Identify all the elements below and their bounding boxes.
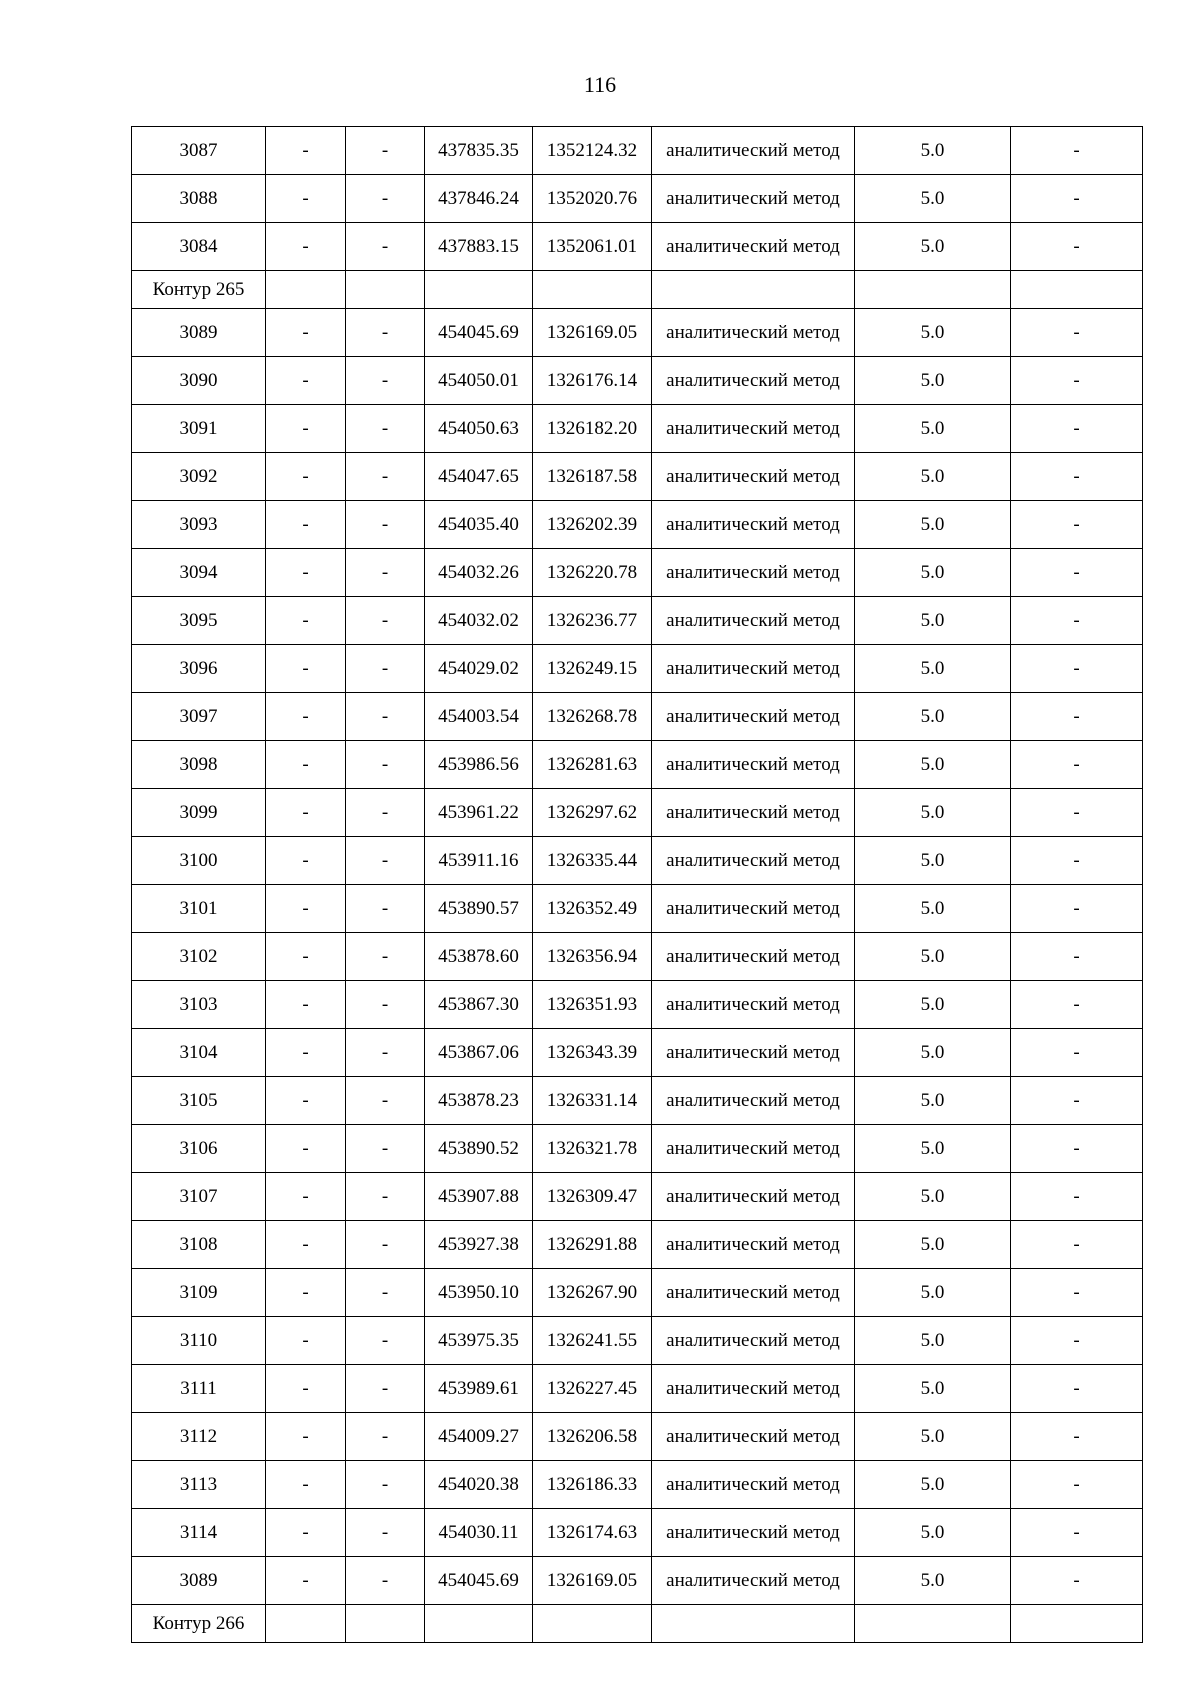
point-id-cell: 3101 (132, 885, 266, 933)
point-id-cell: 3091 (132, 405, 266, 453)
dash-cell: - (266, 1509, 346, 1557)
note-cell: - (1011, 837, 1143, 885)
accuracy-cell: 5.0 (855, 309, 1011, 357)
point-id-cell: 3105 (132, 1077, 266, 1125)
dash-cell: - (346, 1509, 425, 1557)
dash-cell: - (346, 789, 425, 837)
y-coordinate-cell: 1326174.63 (533, 1509, 652, 1557)
empty-cell (1011, 271, 1143, 309)
empty-cell (266, 271, 346, 309)
method-cell: аналитический метод (652, 1173, 855, 1221)
point-id-cell: 3088 (132, 175, 266, 223)
note-cell: - (1011, 1509, 1143, 1557)
y-coordinate-cell: 1326267.90 (533, 1269, 652, 1317)
y-coordinate-cell: 1326356.94 (533, 933, 652, 981)
empty-cell (266, 1605, 346, 1643)
accuracy-cell: 5.0 (855, 1077, 1011, 1125)
dash-cell: - (266, 1221, 346, 1269)
y-coordinate-cell: 1326236.77 (533, 597, 652, 645)
note-cell: - (1011, 309, 1143, 357)
dash-cell: - (266, 1029, 346, 1077)
dash-cell: - (346, 1125, 425, 1173)
x-coordinate-cell: 453950.10 (425, 1269, 533, 1317)
y-coordinate-cell: 1326343.39 (533, 1029, 652, 1077)
dash-cell: - (266, 1077, 346, 1125)
y-coordinate-cell: 1352061.01 (533, 223, 652, 271)
note-cell: - (1011, 1269, 1143, 1317)
accuracy-cell: 5.0 (855, 175, 1011, 223)
table-row (132, 597, 1143, 645)
accuracy-cell: 5.0 (855, 549, 1011, 597)
x-coordinate-cell: 453890.52 (425, 1125, 533, 1173)
dash-cell: - (266, 453, 346, 501)
accuracy-cell: 5.0 (855, 1173, 1011, 1221)
x-coordinate-cell: 437846.24 (425, 175, 533, 223)
point-id-cell: 3102 (132, 933, 266, 981)
point-id-cell: 3087 (132, 127, 266, 175)
dash-cell: - (266, 501, 346, 549)
table-row (132, 789, 1143, 837)
contour-row (132, 271, 1143, 309)
dash-cell: - (346, 127, 425, 175)
x-coordinate-cell: 454045.69 (425, 309, 533, 357)
accuracy-cell: 5.0 (855, 1557, 1011, 1605)
note-cell: - (1011, 357, 1143, 405)
point-id-cell: 3108 (132, 1221, 266, 1269)
point-id-cell: 3094 (132, 549, 266, 597)
point-id-cell: 3089 (132, 1557, 266, 1605)
table-row (132, 549, 1143, 597)
table-row (132, 1509, 1143, 1557)
method-cell: аналитический метод (652, 1077, 855, 1125)
y-coordinate-cell: 1326309.47 (533, 1173, 652, 1221)
point-id-cell: 3110 (132, 1317, 266, 1365)
point-id-cell: 3104 (132, 1029, 266, 1077)
dash-cell: - (266, 127, 346, 175)
method-cell: аналитический метод (652, 223, 855, 271)
note-cell: - (1011, 175, 1143, 223)
dash-cell: - (346, 597, 425, 645)
table-row (132, 127, 1143, 175)
method-cell: аналитический метод (652, 597, 855, 645)
method-cell: аналитический метод (652, 1269, 855, 1317)
method-cell: аналитический метод (652, 405, 855, 453)
accuracy-cell: 5.0 (855, 1221, 1011, 1269)
dash-cell: - (266, 789, 346, 837)
table-row (132, 223, 1143, 271)
dash-cell: - (266, 175, 346, 223)
x-coordinate-cell: 454035.40 (425, 501, 533, 549)
dash-cell: - (346, 693, 425, 741)
note-cell: - (1011, 981, 1143, 1029)
y-coordinate-cell: 1326351.93 (533, 981, 652, 1029)
y-coordinate-cell: 1326182.20 (533, 405, 652, 453)
accuracy-cell: 5.0 (855, 1509, 1011, 1557)
empty-cell (346, 1605, 425, 1643)
note-cell: - (1011, 597, 1143, 645)
table-row (132, 885, 1143, 933)
point-id-cell: 3113 (132, 1461, 266, 1509)
x-coordinate-cell: 454020.38 (425, 1461, 533, 1509)
dash-cell: - (266, 1461, 346, 1509)
note-cell: - (1011, 1317, 1143, 1365)
y-coordinate-cell: 1326249.15 (533, 645, 652, 693)
table-row (132, 1077, 1143, 1125)
accuracy-cell: 5.0 (855, 789, 1011, 837)
method-cell: аналитический метод (652, 1557, 855, 1605)
x-coordinate-cell: 454003.54 (425, 693, 533, 741)
x-coordinate-cell: 454032.02 (425, 597, 533, 645)
method-cell: аналитический метод (652, 501, 855, 549)
method-cell: аналитический метод (652, 453, 855, 501)
empty-cell (533, 271, 652, 309)
method-cell: аналитический метод (652, 837, 855, 885)
dash-cell: - (266, 1317, 346, 1365)
point-id-cell: 3100 (132, 837, 266, 885)
x-coordinate-cell: 453890.57 (425, 885, 533, 933)
note-cell: - (1011, 1365, 1143, 1413)
note-cell: - (1011, 223, 1143, 271)
table-row (132, 175, 1143, 223)
dash-cell: - (346, 175, 425, 223)
table-row (132, 981, 1143, 1029)
dash-cell: - (346, 405, 425, 453)
accuracy-cell: 5.0 (855, 1413, 1011, 1461)
dash-cell: - (346, 309, 425, 357)
note-cell: - (1011, 789, 1143, 837)
point-id-cell: 3112 (132, 1413, 266, 1461)
y-coordinate-cell: 1326281.63 (533, 741, 652, 789)
method-cell: аналитический метод (652, 885, 855, 933)
note-cell: - (1011, 693, 1143, 741)
method-cell: аналитический метод (652, 1461, 855, 1509)
dash-cell: - (266, 1557, 346, 1605)
method-cell: аналитический метод (652, 789, 855, 837)
accuracy-cell: 5.0 (855, 885, 1011, 933)
dash-cell: - (346, 1461, 425, 1509)
dash-cell: - (266, 405, 346, 453)
method-cell: аналитический метод (652, 549, 855, 597)
contour-row (132, 1605, 1143, 1643)
accuracy-cell: 5.0 (855, 693, 1011, 741)
accuracy-cell: 5.0 (855, 453, 1011, 501)
dash-cell: - (346, 453, 425, 501)
accuracy-cell: 5.0 (855, 597, 1011, 645)
point-id-cell: 3092 (132, 453, 266, 501)
y-coordinate-cell: 1326206.58 (533, 1413, 652, 1461)
table-row (132, 1365, 1143, 1413)
accuracy-cell: 5.0 (855, 127, 1011, 175)
dash-cell: - (266, 885, 346, 933)
dash-cell: - (266, 741, 346, 789)
coordinates-table-body (132, 127, 1143, 1643)
dash-cell: - (346, 1413, 425, 1461)
x-coordinate-cell: 453878.23 (425, 1077, 533, 1125)
accuracy-cell: 5.0 (855, 981, 1011, 1029)
dash-cell: - (266, 981, 346, 1029)
point-id-cell: 3095 (132, 597, 266, 645)
table-row (132, 1413, 1143, 1461)
accuracy-cell: 5.0 (855, 1029, 1011, 1077)
dash-cell: - (346, 1317, 425, 1365)
dash-cell: - (346, 837, 425, 885)
table-row (132, 309, 1143, 357)
table-row (132, 1557, 1143, 1605)
x-coordinate-cell: 454050.01 (425, 357, 533, 405)
empty-cell (425, 271, 533, 309)
x-coordinate-cell: 454050.63 (425, 405, 533, 453)
dash-cell: - (266, 933, 346, 981)
x-coordinate-cell: 454045.69 (425, 1557, 533, 1605)
point-id-cell: 3106 (132, 1125, 266, 1173)
point-id-cell: 3084 (132, 223, 266, 271)
y-coordinate-cell: 1326169.05 (533, 309, 652, 357)
x-coordinate-cell: 454032.26 (425, 549, 533, 597)
y-coordinate-cell: 1326297.62 (533, 789, 652, 837)
accuracy-cell: 5.0 (855, 223, 1011, 271)
note-cell: - (1011, 1461, 1143, 1509)
dash-cell: - (266, 1365, 346, 1413)
empty-cell (533, 1605, 652, 1643)
dash-cell: - (346, 1221, 425, 1269)
y-coordinate-cell: 1326169.05 (533, 1557, 652, 1605)
x-coordinate-cell: 453989.61 (425, 1365, 533, 1413)
dash-cell: - (346, 357, 425, 405)
note-cell: - (1011, 741, 1143, 789)
method-cell: аналитический метод (652, 1029, 855, 1077)
dash-cell: - (266, 693, 346, 741)
note-cell: - (1011, 1029, 1143, 1077)
x-coordinate-cell: 454029.02 (425, 645, 533, 693)
method-cell: аналитический метод (652, 1125, 855, 1173)
y-coordinate-cell: 1352020.76 (533, 175, 652, 223)
dash-cell: - (266, 223, 346, 271)
point-id-cell: 3109 (132, 1269, 266, 1317)
method-cell: аналитический метод (652, 357, 855, 405)
table-row (132, 1461, 1143, 1509)
dash-cell: - (346, 1557, 425, 1605)
accuracy-cell: 5.0 (855, 1317, 1011, 1365)
empty-cell (652, 271, 855, 309)
method-cell: аналитический метод (652, 933, 855, 981)
dash-cell: - (346, 1029, 425, 1077)
x-coordinate-cell: 437835.35 (425, 127, 533, 175)
point-id-cell: 3090 (132, 357, 266, 405)
x-coordinate-cell: 453867.30 (425, 981, 533, 1029)
dash-cell: - (346, 885, 425, 933)
table-row (132, 837, 1143, 885)
dash-cell: - (266, 309, 346, 357)
x-coordinate-cell: 453867.06 (425, 1029, 533, 1077)
note-cell: - (1011, 933, 1143, 981)
note-cell: - (1011, 645, 1143, 693)
point-id-cell: 3114 (132, 1509, 266, 1557)
dash-cell: - (346, 1269, 425, 1317)
accuracy-cell: 5.0 (855, 1461, 1011, 1509)
note-cell: - (1011, 1557, 1143, 1605)
dash-cell: - (266, 597, 346, 645)
table-row (132, 645, 1143, 693)
dash-cell: - (346, 1173, 425, 1221)
empty-cell (652, 1605, 855, 1643)
method-cell: аналитический метод (652, 1413, 855, 1461)
dash-cell: - (346, 1077, 425, 1125)
page-number: 116 (583, 72, 617, 97)
y-coordinate-cell: 1326186.33 (533, 1461, 652, 1509)
empty-cell (1011, 1605, 1143, 1643)
x-coordinate-cell: 454047.65 (425, 453, 533, 501)
coordinates-table (131, 126, 1143, 1643)
x-coordinate-cell: 454030.11 (425, 1509, 533, 1557)
x-coordinate-cell: 453911.16 (425, 837, 533, 885)
table-row (132, 405, 1143, 453)
contour-label: Контур 265 (132, 271, 266, 309)
y-coordinate-cell: 1326268.78 (533, 693, 652, 741)
table-row (132, 741, 1143, 789)
note-cell: - (1011, 1077, 1143, 1125)
note-cell: - (1011, 405, 1143, 453)
y-coordinate-cell: 1326202.39 (533, 501, 652, 549)
dash-cell: - (346, 645, 425, 693)
dash-cell: - (346, 1365, 425, 1413)
empty-cell (855, 271, 1011, 309)
point-id-cell: 3107 (132, 1173, 266, 1221)
accuracy-cell: 5.0 (855, 837, 1011, 885)
method-cell: аналитический метод (652, 693, 855, 741)
contour-label: Контур 266 (132, 1605, 266, 1643)
x-coordinate-cell: 453878.60 (425, 933, 533, 981)
dash-cell: - (266, 837, 346, 885)
table-row (132, 453, 1143, 501)
point-id-cell: 3111 (132, 1365, 266, 1413)
note-cell: - (1011, 501, 1143, 549)
y-coordinate-cell: 1326321.78 (533, 1125, 652, 1173)
accuracy-cell: 5.0 (855, 645, 1011, 693)
method-cell: аналитический метод (652, 1365, 855, 1413)
point-id-cell: 3093 (132, 501, 266, 549)
dash-cell: - (346, 741, 425, 789)
point-id-cell: 3096 (132, 645, 266, 693)
x-coordinate-cell: 453975.35 (425, 1317, 533, 1365)
point-id-cell: 3097 (132, 693, 266, 741)
dash-cell: - (346, 933, 425, 981)
dash-cell: - (266, 1173, 346, 1221)
dash-cell: - (266, 1413, 346, 1461)
accuracy-cell: 5.0 (855, 1269, 1011, 1317)
table-row (132, 1125, 1143, 1173)
y-coordinate-cell: 1326241.55 (533, 1317, 652, 1365)
dash-cell: - (346, 981, 425, 1029)
y-coordinate-cell: 1326176.14 (533, 357, 652, 405)
accuracy-cell: 5.0 (855, 933, 1011, 981)
method-cell: аналитический метод (652, 175, 855, 223)
table-row (132, 1221, 1143, 1269)
method-cell: аналитический метод (652, 1221, 855, 1269)
x-coordinate-cell: 453961.22 (425, 789, 533, 837)
x-coordinate-cell: 453907.88 (425, 1173, 533, 1221)
table-row (132, 1173, 1143, 1221)
point-id-cell: 3089 (132, 309, 266, 357)
accuracy-cell: 5.0 (855, 741, 1011, 789)
y-coordinate-cell: 1352124.32 (533, 127, 652, 175)
note-cell: - (1011, 127, 1143, 175)
table-row (132, 357, 1143, 405)
table-row (132, 1269, 1143, 1317)
dash-cell: - (346, 501, 425, 549)
empty-cell (855, 1605, 1011, 1643)
y-coordinate-cell: 1326291.88 (533, 1221, 652, 1269)
x-coordinate-cell: 453927.38 (425, 1221, 533, 1269)
note-cell: - (1011, 885, 1143, 933)
point-id-cell: 3098 (132, 741, 266, 789)
point-id-cell: 3103 (132, 981, 266, 1029)
note-cell: - (1011, 549, 1143, 597)
note-cell: - (1011, 1125, 1143, 1173)
y-coordinate-cell: 1326335.44 (533, 837, 652, 885)
y-coordinate-cell: 1326220.78 (533, 549, 652, 597)
dash-cell: - (266, 1269, 346, 1317)
accuracy-cell: 5.0 (855, 1125, 1011, 1173)
method-cell: аналитический метод (652, 1317, 855, 1365)
x-coordinate-cell: 437883.15 (425, 223, 533, 271)
y-coordinate-cell: 1326227.45 (533, 1365, 652, 1413)
dash-cell: - (266, 357, 346, 405)
table-row (132, 501, 1143, 549)
method-cell: аналитический метод (652, 127, 855, 175)
method-cell: аналитический метод (652, 981, 855, 1029)
table-row (132, 933, 1143, 981)
point-id-cell: 3099 (132, 789, 266, 837)
y-coordinate-cell: 1326352.49 (533, 885, 652, 933)
method-cell: аналитический метод (652, 741, 855, 789)
method-cell: аналитический метод (652, 1509, 855, 1557)
note-cell: - (1011, 453, 1143, 501)
table-row (132, 693, 1143, 741)
dash-cell: - (266, 645, 346, 693)
x-coordinate-cell: 453986.56 (425, 741, 533, 789)
y-coordinate-cell: 1326331.14 (533, 1077, 652, 1125)
y-coordinate-cell: 1326187.58 (533, 453, 652, 501)
note-cell: - (1011, 1413, 1143, 1461)
dash-cell: - (266, 549, 346, 597)
dash-cell: - (346, 549, 425, 597)
note-cell: - (1011, 1221, 1143, 1269)
note-cell: - (1011, 1173, 1143, 1221)
accuracy-cell: 5.0 (855, 1365, 1011, 1413)
accuracy-cell: 5.0 (855, 501, 1011, 549)
empty-cell (425, 1605, 533, 1643)
dash-cell: - (346, 223, 425, 271)
method-cell: аналитический метод (652, 645, 855, 693)
empty-cell (346, 271, 425, 309)
accuracy-cell: 5.0 (855, 405, 1011, 453)
dash-cell: - (266, 1125, 346, 1173)
table-row (132, 1029, 1143, 1077)
table-row (132, 1317, 1143, 1365)
method-cell: аналитический метод (652, 309, 855, 357)
x-coordinate-cell: 454009.27 (425, 1413, 533, 1461)
accuracy-cell: 5.0 (855, 357, 1011, 405)
